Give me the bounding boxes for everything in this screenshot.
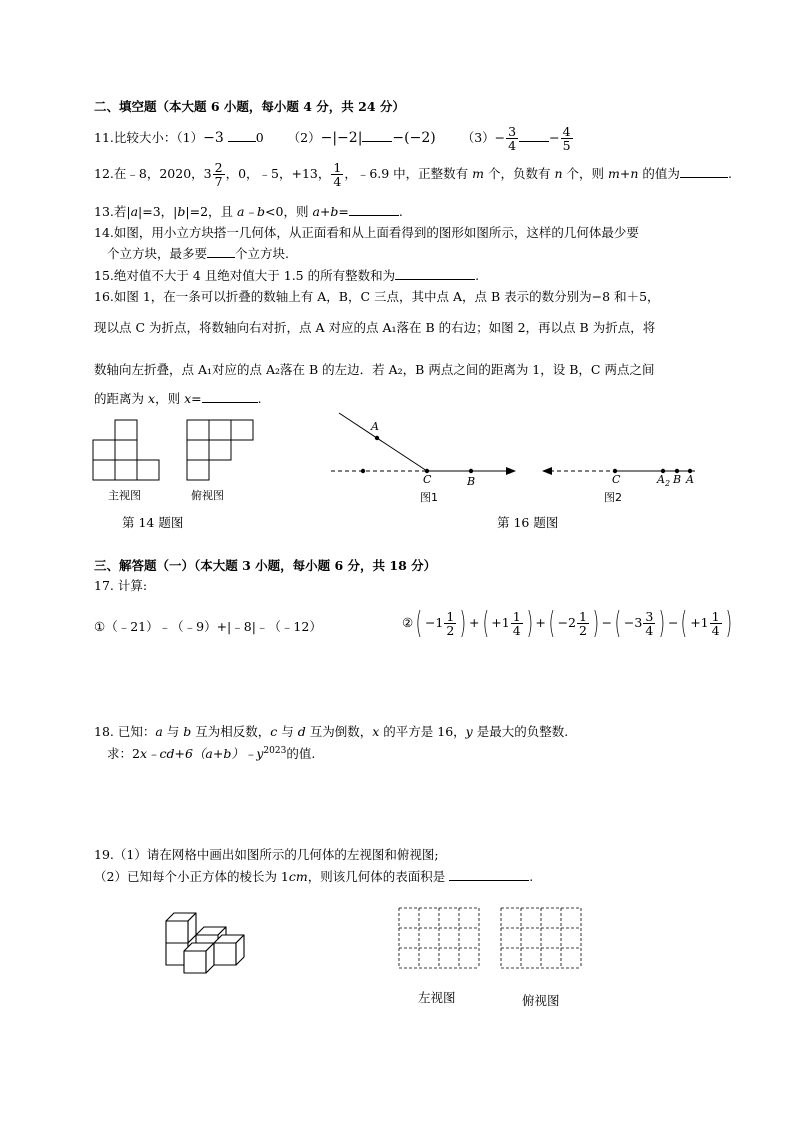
question-17-title: 17. 计算: bbox=[94, 578, 148, 593]
fraction: $\frac{1}{4}$ bbox=[711, 608, 720, 638]
top-view-label-19: 俯视图 bbox=[522, 993, 560, 1008]
fraction: $\frac{2}{7}$ bbox=[214, 159, 223, 189]
fraction: $\frac{3}{4}$ bbox=[508, 123, 517, 153]
top-view-label: 俯视图 bbox=[191, 489, 224, 502]
section-2-title: 二、填空题（本大题 6 小题，每小题 4 分，共 24 分） bbox=[94, 99, 405, 114]
q11-blank-3[interactable] bbox=[519, 129, 549, 142]
cube-figure bbox=[160, 905, 265, 985]
question-11: 11.比较大小：（1）−3 0 （2）−|−2| −(−2) （3）− $\frac{3}{4}$ − $\frac{4}{5}$ bbox=[94, 123, 571, 153]
question-16-line-4: 的距离为 x，则 x= . bbox=[94, 391, 262, 406]
label-C: C bbox=[423, 473, 432, 486]
figure-16 bbox=[325, 405, 705, 505]
question-16-line-1: 16.如图 1，在一条可以折叠的数轴上有 A，B，C 三点，其中点 A，点 B 表示的数分别为−8 和＋5， bbox=[94, 289, 660, 304]
question-17-part-2: ②( −1 $\frac{1}{2}$ ) +( +1 $\frac{1}{4}$ ) +( −2 $\frac{1}{2}$ ) −( −3 $\frac{3}{4}$ ) −( +1 $\frac{1}{4}$ ) bbox=[402, 605, 732, 641]
question-16-line-3: 数轴向左折叠，点 A₁对应的点 A₂落在 B 的左边．若 A₂，B 两点之间的距离为 1，设 B，C 两点之间 bbox=[94, 362, 655, 377]
question-12: 12.在﹣8，2020，3 $\frac{2}{7}$ ，0，﹣5，+13， $\frac{1}{4}$ ，﹣6.9 中，正整数有 m 个，负数有 n 个，则 m+n 的值为 . bbox=[94, 159, 732, 189]
point-B bbox=[469, 469, 473, 473]
fraction: $\frac{3}{4}$ bbox=[645, 608, 654, 638]
figure-14-caption: 第 14 题图 bbox=[122, 515, 184, 530]
label-A-end: A bbox=[686, 473, 694, 486]
q14-blank-max[interactable] bbox=[207, 245, 235, 258]
q19-blank[interactable] bbox=[449, 868, 529, 881]
top-view-grid[interactable] bbox=[500, 906, 582, 970]
section-3-title: 三、解答题（一）（本大题 3 小题，每小题 6 分，共 18 分） bbox=[94, 558, 437, 573]
q11-blank-2[interactable] bbox=[362, 129, 392, 142]
left-view-label: 左视图 bbox=[418, 990, 456, 1005]
question-16-line-2: 现以点 C 为折点，将数轴向右对折，点 A 对应的点 A₁落在 B 的右边；如图 2，再以点 B 为折点，将 bbox=[94, 320, 656, 335]
q15-blank[interactable] bbox=[395, 267, 475, 280]
q13-blank[interactable] bbox=[349, 203, 399, 216]
question-13: 13.若|a|=3，|b|=2，且 a﹣b<0，则 a+b= . bbox=[94, 204, 403, 219]
question-14-line-2: 个立方块，最多要 个立方块. bbox=[107, 246, 289, 261]
label-A2: $A_2$ bbox=[657, 473, 671, 489]
q16-blank[interactable] bbox=[202, 390, 258, 403]
fig2-label: 图2 bbox=[604, 491, 622, 504]
question-17-part-1: ①（﹣21）﹣（﹣9）+|﹣8|﹣（﹣12） bbox=[94, 619, 322, 634]
figure-16-caption: 第 16 题图 bbox=[497, 515, 559, 530]
fraction: $\frac{4}{5}$ bbox=[562, 123, 571, 153]
folded-segment bbox=[339, 413, 427, 471]
label-C2: C bbox=[612, 473, 621, 486]
label-B: B bbox=[467, 475, 476, 488]
fig1-label: 图1 bbox=[420, 491, 438, 504]
point-A bbox=[375, 436, 379, 440]
question-14-line-1: 14.如图，用小立方块搭一几何体，从正面看和从上面看得到的图形如图所示，这样的几何体最少要 bbox=[94, 225, 639, 240]
fraction: $\frac{1}{4}$ bbox=[512, 608, 521, 638]
fraction: $\frac{1}{2}$ bbox=[579, 608, 587, 638]
fraction: $\frac{1}{2}$ bbox=[446, 608, 455, 638]
question-19-line-1: 19.（1）请在网格中画出如图所示的几何体的左视图和俯视图; bbox=[94, 847, 439, 862]
label-A: A bbox=[371, 420, 379, 433]
fraction: $\frac{1}{4}$ bbox=[333, 159, 342, 189]
label-B2: B bbox=[673, 473, 682, 486]
left-view-grid[interactable] bbox=[398, 906, 480, 970]
point-dashed bbox=[361, 469, 365, 473]
question-18-line-2: 求：$2x﹣cd+6(a+b)﹣y^{2023}$的值. bbox=[107, 745, 316, 761]
front-view-label: 主视图 bbox=[108, 489, 141, 502]
question-19-line-2: （2）已知每个小正方体的棱长为 1cm，则该几何体的表面积是 . bbox=[94, 869, 534, 884]
q12-blank[interactable] bbox=[680, 165, 728, 178]
question-18-line-1: 18. 已知：a 与 b 互为相反数，c 与 d 互为倒数，x 的平方是 16，y 是最大的负整数. bbox=[94, 724, 569, 739]
q11-blank-1[interactable] bbox=[228, 129, 256, 142]
question-15: 15.绝对值不大于 4 且绝对值大于 1.5 的所有整数和为 . bbox=[94, 268, 480, 283]
